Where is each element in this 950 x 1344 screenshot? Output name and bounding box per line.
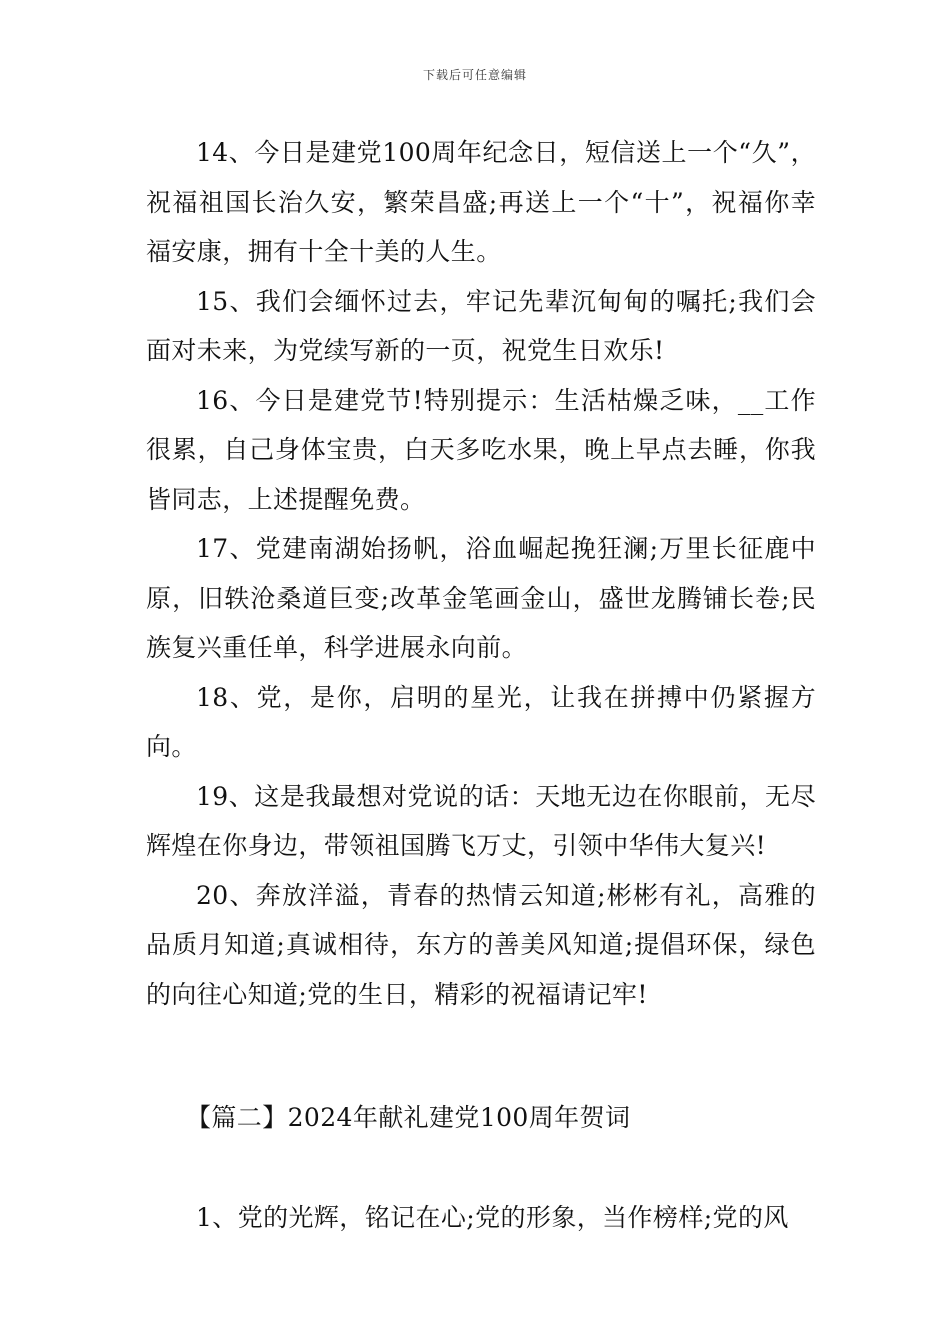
section-title: 【篇二】2024年献礼建党100周年贺词	[186, 1103, 631, 1132]
document-body	[146, 128, 816, 1242]
paragraph-17: 17、党建南湖始扬帆，浴血崛起挽狂澜;万里长征鹿中原，旧轶沧桑道巨变;改革金笔画金山，盛世龙腾铺长卷;民族复兴重任单，科学进展永向前。	[146, 534, 816, 662]
paragraph-19: 19、这是我最想对党说的话：天地无边在你眼前，无尽辉煌在你身边，带领祖国腾飞万丈，引领中华伟大复兴!	[146, 781, 816, 860]
paragraph-18: 18、党，是你，启明的星光，让我在拼搏中仍紧握方向。	[146, 682, 816, 761]
paragraph-20: 20、奔放洋溢，青春的热情云知道;彬彬有礼，高雅的品质月知道;真诚相待，东方的善美风知道;提倡环保，绿色的向往心知道;党的生日，精彩的祝福请记牢!	[146, 880, 816, 1009]
page-header: 下载后可任意编辑	[422, 68, 527, 82]
paragraph-15: 15、我们会缅怀过去，牢记先辈沉甸甸的嘱托;我们会面对未来，为党续写新的一页，祝党生日欢乐!	[146, 286, 816, 365]
paragraph-part2-1: 1、党的光辉，铭记在心;党的形象，当作榜样;党的风	[196, 1202, 789, 1232]
paragraph-14: 14、今日是建党100周年纪念日，短信送上一个“久”，祝福祖国长治久安，繁荣昌盛;再送上一个“十”，祝福你幸福安康，拥有十全十美的人生。	[146, 138, 816, 266]
paragraph-16: 16、今日是建党节!特别提示：生活枯燥乏味，__工作很累，自己身体宝贵，白天多吃水果，晚上早点去睡，你我皆同志，上述提醒免费。	[146, 385, 816, 514]
